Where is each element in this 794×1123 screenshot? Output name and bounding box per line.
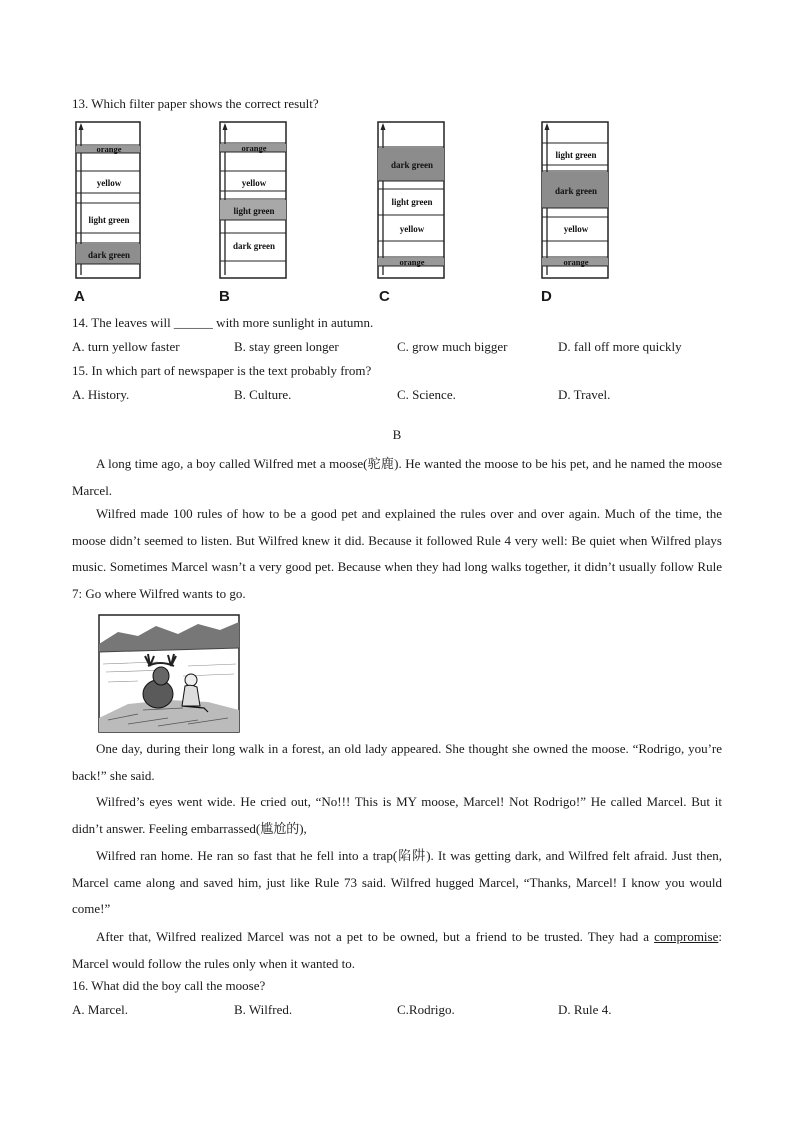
passage-p6-start: After that, Wilfred realized Marcel was not a pet to be owned, but a friend to be trusted. They had a [96, 929, 650, 944]
strip-c-letter: C [379, 288, 390, 305]
filter-paper-c [377, 121, 447, 281]
passage-paragraph-3 [72, 736, 722, 789]
passage-p1-text: A long time ago, a boy called Wilfred met a moose(驼鹿). He wanted the moose to be his pet, and he named the moose Marcel. [72, 456, 722, 498]
strip-b-band-3: light green [233, 206, 275, 216]
strip-a-band-4: dark green [87, 250, 131, 260]
strip-a-band-2: yellow [96, 178, 122, 188]
q14-option-b[interactable]: B. stay green longer [234, 339, 339, 354]
q15-option-a[interactable]: A. History. [72, 387, 130, 402]
passage-paragraph-2 [72, 501, 722, 607]
strip-b-band-1: orange [241, 143, 267, 153]
strip-c-band-3: yellow [399, 224, 425, 234]
passage-p6-end: : Marcel would follow the rules only when it wanted to. [72, 929, 722, 971]
passage-p4-text: Wilfred’s eyes went wide. He cried out, “No!!! This is MY moose, Marcel! Not Rodrigo!” He called Marcel. But it didn’t answer. Feeling embarrassed(尴尬的), [72, 794, 722, 836]
q14-question: 14. The leaves will ______ with more sunlight in autumn. [72, 315, 374, 330]
strip-a-band-3: light green [88, 215, 130, 225]
strip-d-band-3: yellow [563, 224, 589, 234]
section-label: B [392, 427, 402, 442]
q16-option-b[interactable]: B. Wilfred. [234, 1002, 293, 1017]
q14-option-c[interactable]: C. grow much bigger [397, 339, 508, 354]
strip-b-letter: B [219, 288, 230, 305]
compromise-underlined-word: compromise [654, 929, 719, 944]
passage-p5-text: Wilfred ran home. He ran so fast that he fell into a trap(陷阱). It was getting dark, and Wilfred felt afraid. Just then, Marcel came along and saved him, just like Rule 73 said. Wilfred hugged Marcel, “Thanks, Marcel! I know you would come!” [72, 848, 722, 916]
strip-c-band-2: light green [391, 197, 433, 207]
strip-c-band-1: dark green [390, 160, 434, 170]
filter-paper-a [75, 121, 143, 281]
strip-d-band-2: dark green [554, 186, 598, 196]
strip-c-band-4: orange [399, 257, 425, 267]
strip-a-band-1: orange [96, 144, 122, 154]
strip-a-letter: A [74, 288, 85, 305]
q15-question: 15. In which part of newspaper is the text probably from? [72, 363, 372, 378]
moose-and-boy-illustration [98, 614, 240, 733]
q14-option-a[interactable]: A. turn yellow faster [72, 339, 180, 354]
q16-option-c[interactable]: C.Rodrigo. [397, 1002, 455, 1017]
strip-d-letter: D [541, 288, 552, 305]
passage-p3-text: One day, during their long walk in a forest, an old lady appeared. She thought she owned the moose. “Rodrigo, you’re back!” she said. [72, 741, 722, 783]
strip-b-band-4: dark green [232, 241, 276, 251]
strip-d-band-1: light green [555, 150, 597, 160]
q15-option-c[interactable]: C. Science. [397, 387, 456, 402]
strip-b-band-2: yellow [241, 178, 267, 188]
q13-question: 13. Which filter paper shows the correct result? [72, 96, 319, 111]
passage-paragraph-5 [72, 843, 722, 923]
q15-option-b[interactable]: B. Culture. [234, 387, 292, 402]
passage-paragraph-1 [72, 451, 722, 504]
passage-paragraph-6 [72, 924, 722, 977]
q15-option-d[interactable]: D. Travel. [558, 387, 611, 402]
q16-option-d[interactable]: D. Rule 4. [558, 1002, 612, 1017]
passage-paragraph-4 [72, 789, 722, 842]
strip-d-band-4: orange [563, 257, 589, 267]
q16-question: 16. What did the boy call the moose? [72, 978, 266, 993]
q16-option-a[interactable]: A. Marcel. [72, 1002, 128, 1017]
filter-paper-b [219, 121, 289, 281]
filter-paper-d [541, 121, 611, 281]
passage-p2-text: Wilfred made 100 rules of how to be a good pet and explained the rules over and over again. Much of the time, the moose didn’t seemed to listen. But Wilfred knew it did. Because it followed Rule 4 very well: Be quiet when Wilfred plays music. Sometimes Marcel wasn’t a very good pet. Because when they had long walks together, it didn’t usually follow Rule 7: Go where Wilfred wants to go. [72, 506, 722, 601]
q14-option-d[interactable]: D. fall off more quickly [558, 339, 682, 354]
